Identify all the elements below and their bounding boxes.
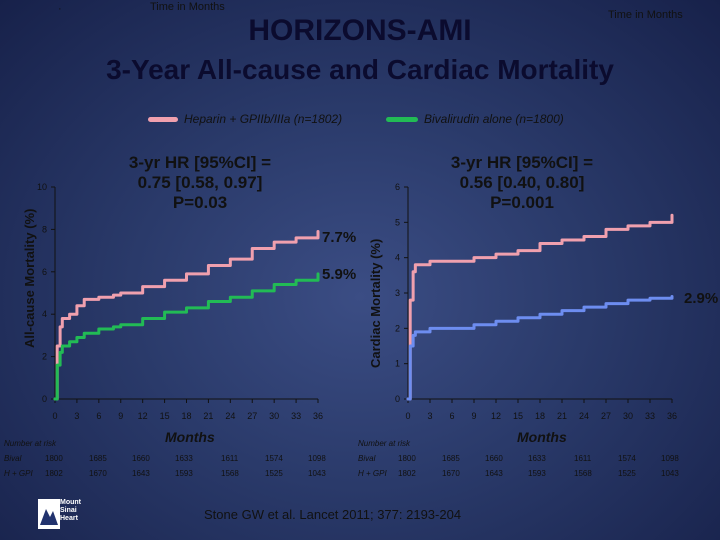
- right-nar-cell: 1593: [528, 469, 546, 478]
- right-y-tick-label: 6: [394, 182, 400, 192]
- corner-label-left: Time in Months: [150, 1, 225, 13]
- right-x-tick-label: 12: [490, 411, 502, 421]
- right-nar-cell: 1643: [485, 469, 503, 478]
- logo-text-line2: Sinai: [60, 507, 77, 514]
- left-x-tick-label: 21: [203, 411, 214, 421]
- right-x-tick-label: 27: [600, 411, 612, 421]
- left-nar-cell: 1800: [45, 454, 63, 463]
- corner-dot: ·: [58, 3, 62, 15]
- left-nar-cell: 1670: [89, 469, 107, 478]
- left-y-tick-label: 6: [41, 266, 47, 277]
- page-title: HORIZONS-AMI: [248, 14, 472, 47]
- left-nar-cell: 1043: [308, 469, 326, 478]
- left-nar-title: Number at risk: [4, 439, 57, 448]
- left-y-tick-label: 0: [41, 394, 47, 404]
- left-series-bivalirudin: [55, 274, 318, 399]
- left-nar-cell: 1643: [132, 469, 150, 478]
- left-chart-all-cause: [37, 182, 323, 421]
- right-nar-cell: 1525: [618, 469, 636, 478]
- right-x-tick-label: 18: [534, 411, 546, 421]
- left-nar-row-label: H + GPI: [4, 469, 33, 478]
- left-nar-cell: 1568: [221, 469, 239, 478]
- right-nar-cell: 1660: [485, 454, 503, 463]
- left-x-tick-label: 27: [247, 411, 258, 421]
- left-x-tick-label: 36: [312, 411, 324, 421]
- right-y-tick-label: 3: [394, 288, 400, 298]
- right-nar-cell: 1633: [528, 454, 546, 463]
- left-nar-cell: 1660: [132, 454, 150, 463]
- left-y-tick-label: 2: [41, 351, 47, 362]
- left-x-tick-label: 33: [291, 411, 302, 421]
- left-x-tick-label: 18: [181, 411, 192, 421]
- corner-label-right: Time in Months: [608, 9, 683, 21]
- right-nar-cell: 1568: [574, 469, 592, 478]
- right-nar-cell: 1611: [574, 454, 592, 463]
- right-x-tick-label: 21: [556, 411, 568, 421]
- left-x-tick-label: 9: [118, 411, 124, 421]
- left-hr-line2: 0.75 [0.58, 0.97]: [137, 173, 263, 192]
- left-nar-cell: 1098: [308, 454, 326, 463]
- right-nar-title: Number at risk: [358, 439, 411, 448]
- right-nar-cell: 1574: [618, 454, 636, 463]
- right-y-tick-label: 0: [394, 394, 400, 404]
- right-x-tick-label: 9: [471, 411, 477, 421]
- mount-sinai-logo-text: [60, 499, 81, 523]
- left-series-heparin: [55, 232, 318, 399]
- right-x-tick-label: 3: [427, 411, 433, 421]
- right-nar-cell: 1800: [398, 454, 416, 463]
- left-hr-line1: 3-yr HR [95%CI] =: [128, 153, 272, 172]
- right-hr-line2: 0.56 [0.40, 0.80]: [459, 173, 585, 192]
- left-nar-row-label: Bival: [4, 454, 22, 463]
- right-y-tick-label: 4: [394, 252, 400, 263]
- legend-label-heparin: Heparin + GPIIb/IIIa (n=1802): [184, 112, 343, 126]
- left-y-tick-label: 4: [41, 309, 47, 320]
- left-nar-cell: 1611: [221, 454, 239, 463]
- right-x-tick-label: 6: [449, 411, 455, 421]
- left-x-tick-label: 12: [137, 411, 148, 421]
- right-nar-cell: 1802: [398, 469, 416, 478]
- right-chart-cardiac: [395, 182, 677, 421]
- left-x-tick-label: 24: [225, 411, 236, 421]
- right-pct-bival: 2.9%: [684, 290, 719, 307]
- page-subtitle: 3-Year All-cause and Cardiac Mortality: [106, 54, 614, 85]
- right-series-bivalirudin: [408, 297, 672, 399]
- left-x-tick-label: 15: [159, 411, 170, 421]
- right-x-tick-label: 24: [578, 411, 590, 421]
- left-nar-cell: 1802: [45, 469, 63, 478]
- left-x-tick-label: 30: [269, 411, 280, 421]
- left-nar-cell: 1525: [265, 469, 283, 478]
- right-hr-line3: P=0.001: [490, 193, 554, 212]
- left-nar-cell: 1685: [89, 454, 107, 463]
- left-y-tick-label: 10: [36, 182, 47, 192]
- right-x-tick-label: 36: [666, 411, 678, 421]
- right-x-axis-title: Months: [517, 429, 567, 445]
- left-nar-cell: 1593: [175, 469, 193, 478]
- logo-text-line1: Mount: [60, 499, 81, 506]
- right-nar-cell: 1670: [442, 469, 460, 478]
- logo-text-line3: Heart: [60, 515, 78, 522]
- mount-sinai-logo: [38, 497, 82, 535]
- mount-sinai-logo-icon: [38, 499, 60, 529]
- left-x-tick-label: 3: [74, 411, 80, 421]
- left-x-tick-label: 6: [96, 411, 102, 421]
- right-y-tick-label: 1: [394, 358, 400, 369]
- right-nar-cell: 1098: [661, 454, 679, 463]
- citation: Stone GW et al. Lancet 2011; 377: 2193-204: [204, 507, 462, 522]
- left-y-tick-label: 8: [41, 224, 47, 235]
- left-hr-line3: P=0.03: [172, 193, 228, 212]
- legend-label-bival: Bivalirudin alone (n=1800): [424, 112, 564, 126]
- right-x-tick-label: 15: [512, 411, 524, 421]
- right-hr-line1: 3-yr HR [95%CI] =: [450, 153, 594, 172]
- right-x-tick-label: 0: [405, 411, 411, 421]
- right-x-tick-label: 33: [644, 411, 656, 421]
- right-nar-cell: 1685: [442, 454, 460, 463]
- right-x-tick-label: 30: [622, 411, 634, 421]
- right-nar-row-label: Bival: [358, 454, 376, 463]
- right-y-axis-title: Cardiac Mortality (%): [368, 238, 383, 368]
- left-pct-bival: 5.9%: [322, 266, 357, 283]
- left-x-tick-label: 0: [52, 411, 58, 421]
- right-nar-cell: 1043: [661, 469, 679, 478]
- right-series-heparin: [408, 215, 672, 399]
- left-nar-cell: 1574: [265, 454, 283, 463]
- right-y-tick-label: 2: [394, 323, 400, 334]
- left-nar-cell: 1633: [175, 454, 193, 463]
- left-y-axis-title: All-cause Mortality (%): [22, 208, 37, 348]
- left-pct-heparin: 7.7%: [322, 229, 357, 246]
- left-x-axis-title: Months: [165, 429, 215, 445]
- right-y-tick-label: 5: [394, 217, 400, 228]
- right-nar-row-label: H + GPI: [358, 469, 387, 478]
